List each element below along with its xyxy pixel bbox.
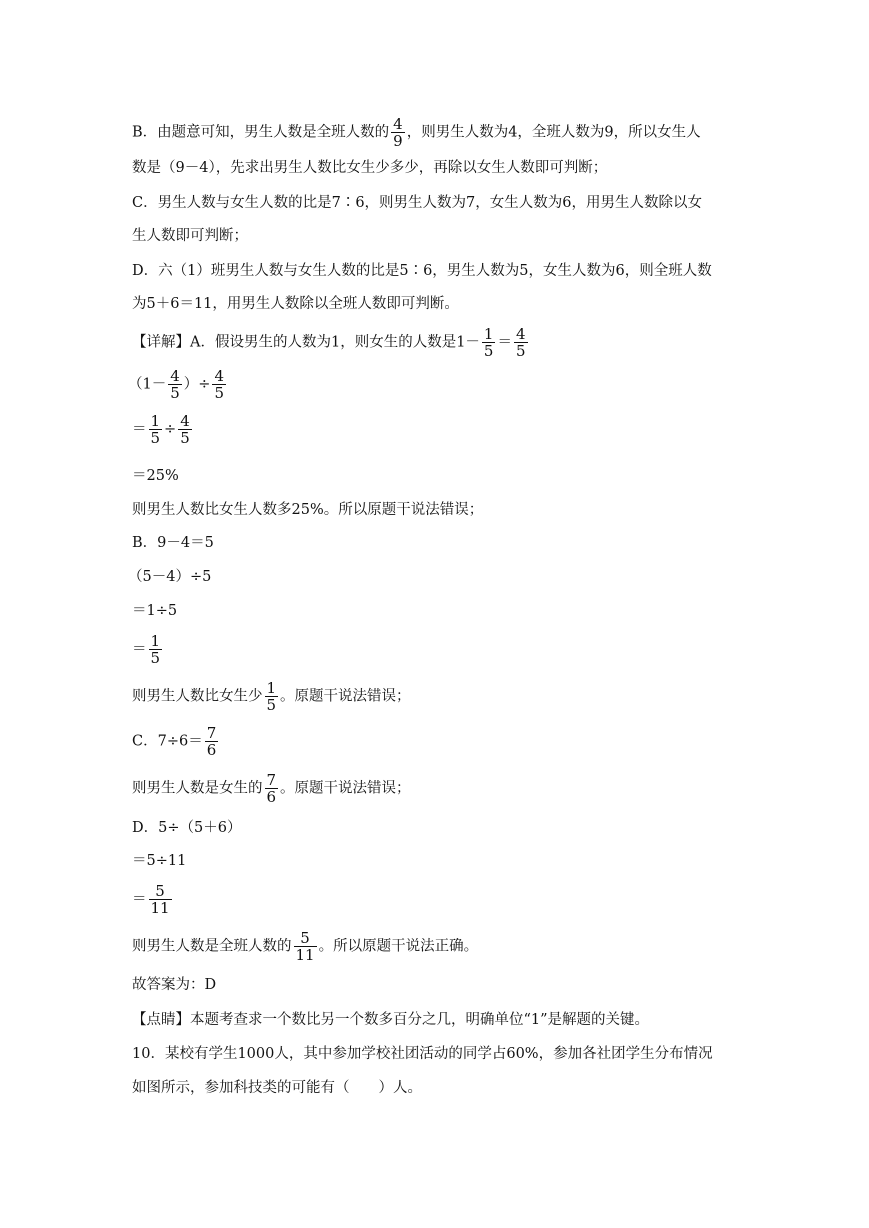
text: 。原题干说法错误；: [280, 780, 411, 797]
denominator: 5: [180, 429, 190, 447]
numerator: 1: [150, 632, 161, 650]
a-step-1: [128, 368, 228, 401]
d-step-2: ＝5÷11: [132, 853, 187, 869]
d-analysis-line-2: 为5＋6＝11，用男生人数除以全班人数即可判断。: [132, 296, 459, 312]
text: A．假设男生的人数为1，则女生的人数是1－: [190, 334, 480, 351]
b-step-3: ＝1÷5: [132, 603, 178, 619]
text: 。所以原题干说法正确。: [318, 938, 479, 955]
question-10-line-2: 如图所示，参加科技类的可能有（ ）人。: [132, 1080, 422, 1096]
equals: ＝: [132, 891, 147, 908]
equals: ＝: [132, 641, 147, 658]
numerator: 4: [393, 115, 403, 133]
fraction-1-5: [149, 413, 163, 446]
text: B．由题意可知，男生人数是全班人数的: [132, 124, 390, 141]
text: （1－: [128, 376, 167, 393]
d-step-3: [132, 883, 174, 916]
d-step-1: D．5÷（5＋6）: [132, 820, 242, 836]
numerator: 1: [266, 679, 277, 697]
text: C．7÷6＝: [132, 733, 203, 750]
numerator: 4: [214, 367, 224, 385]
text: ）÷: [183, 376, 211, 393]
fraction-4-5: [168, 368, 182, 401]
d-conclusion: [132, 930, 478, 963]
fraction-7-6: [265, 772, 279, 805]
fraction-1-5: [482, 326, 496, 359]
divide: ÷: [164, 421, 177, 438]
fraction-5-11: [149, 883, 172, 916]
text: 则男生人数比女生少: [132, 688, 263, 705]
denominator: 6: [266, 788, 277, 806]
text: 本题考查求一个数比另一个数多百分之几，明确单位“1”是解题的关键。: [190, 1012, 650, 1028]
comment-label: 【点睛】: [132, 1012, 190, 1028]
numerator: 4: [180, 412, 190, 430]
detail-a-line: [132, 326, 530, 359]
fraction-4-5: [178, 413, 192, 446]
a-result: ＝25%: [132, 468, 179, 484]
equals: ＝: [497, 334, 512, 351]
numerator: 1: [483, 325, 494, 343]
c-step-1: [132, 725, 220, 758]
numerator: 5: [300, 929, 310, 947]
fraction-4-9: [391, 116, 405, 149]
denominator: 5: [266, 696, 277, 714]
b-conclusion: [132, 680, 411, 713]
fraction-5-11: [294, 930, 317, 963]
answer-line: 故答案为：D: [132, 977, 217, 993]
denominator: 5: [483, 342, 494, 360]
fraction-4-5: [514, 326, 528, 359]
b-analysis-line-1: [132, 116, 701, 149]
numerator: 4: [170, 367, 180, 385]
numerator: 1: [150, 412, 161, 430]
fraction-1-5: [149, 633, 163, 666]
comment-line: [132, 1010, 649, 1030]
fraction-7-6: [205, 725, 219, 758]
b-step-4: [132, 633, 164, 666]
denominator: 11: [295, 946, 315, 964]
d-analysis-line-1: D．六（1）班男生人数与女生人数的比是5∶6，男生人数为5，女生人数为6，则全班人数: [132, 263, 712, 279]
denominator: 5: [515, 342, 526, 360]
text: 。原题干说法错误；: [280, 688, 411, 705]
a-conclusion: 则男生人数比女生人数多25%。所以原题干说法错误；: [132, 502, 484, 518]
c-analysis-line-1: C．男生人数与女生人数的比是7∶6，则男生人数为7，女生人数为6，用男生人数除以女: [132, 195, 702, 211]
b-analysis-line-2: 数是（9－4），先求出男生人数比女生少多少，再除以女生人数即可判断；: [132, 160, 608, 176]
equals: ＝: [132, 421, 147, 438]
fraction-1-5: [265, 680, 279, 713]
text: ，则男生人数为4，全班人数为9，所以女生人: [406, 124, 701, 141]
numerator: 4: [515, 325, 526, 343]
numerator: 7: [206, 724, 217, 742]
b-step-2: （5－4）÷5: [128, 569, 212, 585]
numerator: 7: [266, 771, 277, 789]
denominator: 5: [170, 384, 180, 402]
fraction-4-5: [212, 368, 226, 401]
denominator: 9: [393, 132, 403, 150]
text: 则男生人数是女生的: [132, 780, 263, 797]
detail-label: 【详解】: [132, 334, 190, 351]
question-10-line-1: 10．某校有学生1000人，其中参加学校社团活动的同学占60%，参加各社团学生分布情况: [132, 1046, 713, 1062]
denominator: 5: [150, 649, 161, 667]
b-step-1: B．9－4＝5: [132, 535, 214, 551]
c-analysis-line-2: 生人数即可判断；: [132, 228, 248, 244]
numerator: 5: [155, 882, 165, 900]
denominator: 5: [214, 384, 224, 402]
c-conclusion: [132, 772, 411, 805]
denominator: 5: [150, 429, 161, 447]
denominator: 6: [206, 741, 217, 759]
a-step-2: [132, 413, 194, 446]
text: 则男生人数是全班人数的: [132, 938, 292, 955]
denominator: 11: [150, 899, 170, 917]
